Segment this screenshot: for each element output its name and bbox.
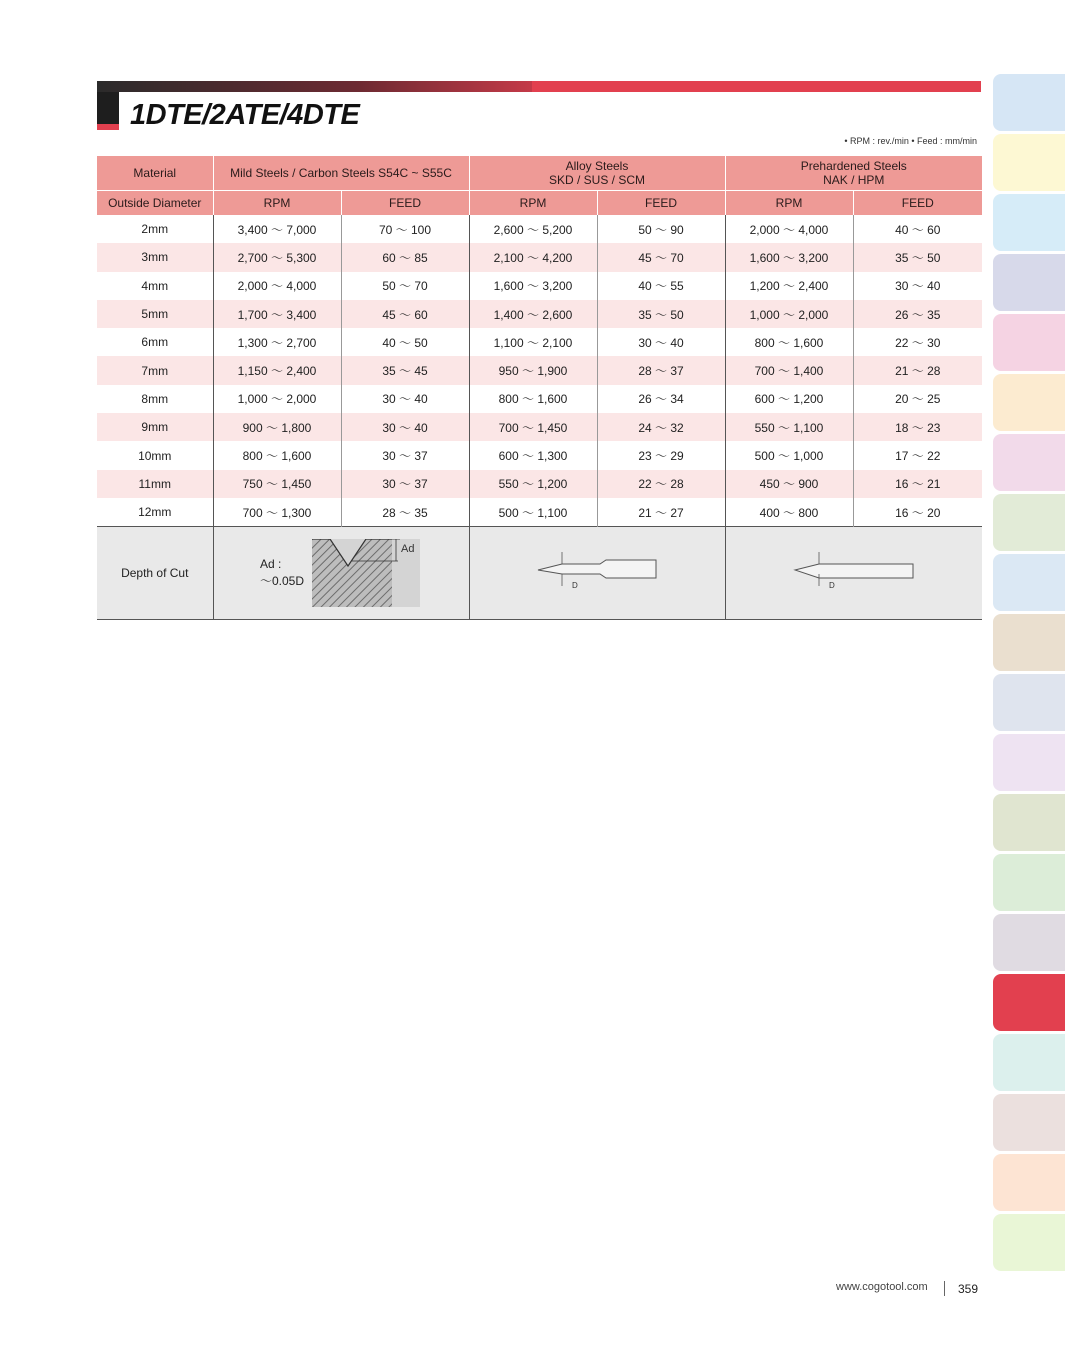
table-row [97, 356, 982, 384]
diameter-cell: 5mm [97, 300, 213, 328]
side-tab[interactable] [993, 674, 1065, 731]
diagram-d-label: D [828, 580, 835, 590]
group-header-line: Prehardened Steels [800, 159, 907, 173]
side-tab[interactable] [993, 1094, 1065, 1151]
ad-value: ～0.05D [259, 574, 305, 589]
side-tab[interactable] [993, 854, 1065, 911]
rpm-cell: 600 ～ 1,200 [725, 385, 853, 413]
feed-cell: 50 ～ 90 [597, 215, 725, 243]
table-row [97, 470, 982, 498]
title-tab-accent [97, 124, 119, 130]
rpm-cell: 400 ～ 800 [725, 498, 853, 527]
column-header-feed: FEED [597, 191, 725, 216]
material-header: Material [97, 156, 213, 191]
ad-spec [260, 556, 304, 590]
side-tab[interactable] [993, 1214, 1065, 1271]
depth-of-cut-mild-cell [213, 527, 469, 620]
diameter-cell: 6mm [141, 335, 169, 350]
rpm-cell: 550 ～ 1,100 [725, 413, 853, 441]
group-header-alloy-steels [469, 156, 725, 191]
rpm-cell: 550 ～ 1,200 [469, 470, 597, 498]
group-header-line: Alloy Steels [565, 159, 629, 173]
rpm-cell: 2,600 ～ 5,200 [469, 215, 597, 243]
rpm-cell: 1,200 ～ 2,400 [725, 272, 853, 300]
feed-cell: 28 ～ 35 [341, 498, 469, 527]
feed-cell: 16 ～ 20 [853, 498, 982, 527]
side-tab[interactable] [993, 314, 1065, 371]
group-header-prehardened-steels [725, 156, 982, 191]
footer-url: www.cogotool.com [836, 1281, 928, 1293]
feed-cell: 50 ～ 70 [341, 272, 469, 300]
feed-cell: 20 ～ 25 [853, 385, 982, 413]
depth-of-cut-row [97, 527, 982, 620]
diameter-cell: 9mm [97, 413, 213, 441]
rpm-cell: 800 ～ 1,600 [469, 385, 597, 413]
side-tab[interactable] [993, 734, 1065, 791]
feed-cell: 24 ～ 32 [597, 413, 725, 441]
rpm-cell: 700 ～ 1,300 [213, 498, 341, 527]
feed-cell: 35 ～ 50 [853, 243, 982, 271]
table-row [97, 215, 982, 243]
feed-cell: 26 ～ 34 [597, 385, 725, 413]
side-tab[interactable] [993, 434, 1065, 491]
column-header-rpm: RPM [213, 191, 341, 216]
diameter-cell: 7mm [97, 356, 213, 384]
tool-profile-diagram [789, 552, 919, 592]
rpm-cell: 1,000 ～ 2,000 [213, 385, 341, 413]
depth-of-cut-prehardened-cell [725, 527, 982, 620]
feed-cell: 26 ～ 35 [853, 300, 982, 328]
depth-of-cut-alloy-cell [469, 527, 725, 620]
rpm-cell: 2,000 ～ 4,000 [725, 215, 853, 243]
side-tab[interactable] [993, 794, 1065, 851]
rpm-cell: 1,700 ～ 3,400 [213, 300, 341, 328]
rpm-cell: 950 ～ 1,900 [469, 356, 597, 384]
rpm-cell: 900 ～ 1,800 [213, 413, 341, 441]
rpm-cell: 800 ～ 1,600 [213, 441, 341, 469]
feed-cell: 30 ～ 40 [597, 328, 725, 356]
diameter-header: Outside Diameter [97, 191, 213, 216]
feed-cell: 60 ～ 85 [341, 243, 469, 271]
feed-cell: 30 ～ 37 [341, 441, 469, 469]
rpm-cell: 500 ～ 1,100 [469, 498, 597, 527]
feed-cell: 22 ～ 28 [597, 470, 725, 498]
feed-cell: 17 ～ 22 [853, 441, 982, 469]
feed-cell: 30 ～ 40 [341, 413, 469, 441]
rpm-cell: 2,000 ～ 4,000 [213, 272, 341, 300]
rpm-cell: 1,600 ～ 3,200 [469, 272, 597, 300]
tool-profile-diagram [532, 552, 662, 592]
diameter-cell: 8mm [141, 391, 169, 406]
units-note: • RPM : rev./min • Feed : mm/min [844, 136, 977, 146]
diagram-d-label: D [572, 580, 578, 590]
group-header-subline: NAK / HPM [823, 173, 885, 187]
diagram-ad-label: Ad [401, 543, 415, 556]
side-tab[interactable] [993, 914, 1065, 971]
feed-cell: 35 ～ 45 [341, 356, 469, 384]
rpm-cell: 2,100 ～ 4,200 [469, 243, 597, 271]
feed-cell: 18 ～ 23 [853, 413, 982, 441]
feed-cell: 40 ～ 55 [597, 272, 725, 300]
feed-cell: 21 ～ 28 [853, 356, 982, 384]
feed-cell: 35 ～ 50 [597, 300, 725, 328]
feed-cell: 70 ～ 100 [341, 215, 469, 243]
diameter-cell: 4mm [141, 278, 169, 293]
rpm-cell: 700 ～ 1,400 [725, 356, 853, 384]
rpm-cell: 600 ～ 1,300 [469, 441, 597, 469]
depth-of-cut-label: Depth of Cut [97, 527, 213, 620]
feed-cell: 23 ～ 29 [597, 441, 725, 469]
rpm-cell: 3,400 ～ 7,000 [213, 215, 341, 243]
feed-cell: 40 ～ 60 [853, 215, 982, 243]
rpm-cell: 750 ～ 1,450 [213, 470, 341, 498]
side-tab[interactable] [993, 614, 1065, 671]
diameter-cell: 10mm [138, 448, 172, 463]
feed-cell: 40 ～ 50 [341, 328, 469, 356]
side-tab[interactable] [993, 554, 1065, 611]
cutting-conditions-table [97, 156, 982, 620]
page-number: 359 [958, 1282, 979, 1296]
table-row [97, 272, 982, 300]
feed-cell: 45 ～ 60 [341, 300, 469, 328]
side-tab[interactable] [993, 194, 1065, 251]
rpm-cell: 800 ～ 1,600 [725, 328, 853, 356]
diameter-cell: 2mm [141, 222, 169, 237]
side-tab[interactable] [993, 974, 1065, 1031]
table-row [97, 328, 982, 356]
table-row [97, 385, 982, 413]
column-header-feed: FEED [341, 191, 469, 216]
rpm-cell: 2,700 ～ 5,300 [213, 243, 341, 271]
side-tab[interactable] [993, 1154, 1065, 1211]
side-tab[interactable] [993, 74, 1065, 131]
table-row [97, 441, 982, 469]
group-header-line: Mild Steels / Carbon Steels S54C ~ S55C [230, 166, 452, 180]
rpm-cell: 700 ～ 1,450 [469, 413, 597, 441]
feed-cell: 28 ～ 37 [597, 356, 725, 384]
column-header-rpm: RPM [725, 191, 853, 216]
feed-cell: 16 ～ 21 [853, 470, 982, 498]
feed-cell: 21 ～ 27 [597, 498, 725, 527]
column-header-feed: FEED [853, 191, 982, 216]
rpm-cell: 1,400 ～ 2,600 [469, 300, 597, 328]
diameter-cell: 12mm [138, 505, 172, 520]
feed-cell: 30 ～ 40 [341, 385, 469, 413]
group-header-mild-steels [213, 156, 469, 191]
ad-label: Ad : [259, 557, 282, 572]
feed-cell: 45 ～ 70 [597, 243, 725, 271]
side-tab[interactable] [993, 134, 1065, 191]
side-tab[interactable] [993, 254, 1065, 311]
group-header-subline: SKD / SUS / SCM [548, 173, 646, 187]
rpm-cell: 1,100 ～ 2,100 [469, 328, 597, 356]
rpm-cell: 500 ～ 1,000 [725, 441, 853, 469]
footer-separator [944, 1281, 945, 1296]
diameter-cell: 3mm [97, 243, 213, 271]
table-row [97, 243, 982, 271]
rpm-cell: 1,300 ～ 2,700 [213, 328, 341, 356]
rpm-cell: 1,000 ～ 2,000 [725, 300, 853, 328]
rpm-cell: 1,150 ～ 2,400 [213, 356, 341, 384]
side-tab[interactable] [993, 1034, 1065, 1091]
table-row [97, 413, 982, 441]
feed-cell: 30 ～ 37 [341, 470, 469, 498]
column-header-rpm: RPM [469, 191, 597, 216]
side-tab[interactable] [993, 494, 1065, 551]
rpm-cell: 1,600 ～ 3,200 [725, 243, 853, 271]
feed-cell: 22 ～ 30 [853, 328, 982, 356]
page-title: 1DTE/2ATE/4DTE [130, 99, 360, 131]
table-row [97, 498, 982, 527]
feed-cell: 30 ～ 40 [853, 272, 982, 300]
table-row [97, 300, 982, 328]
header-accent-bar-dark [97, 81, 532, 92]
diameter-cell: 11mm [97, 470, 213, 498]
side-tab[interactable] [993, 374, 1065, 431]
rpm-cell: 450 ～ 900 [725, 470, 853, 498]
v-groove-diagram [312, 539, 422, 607]
